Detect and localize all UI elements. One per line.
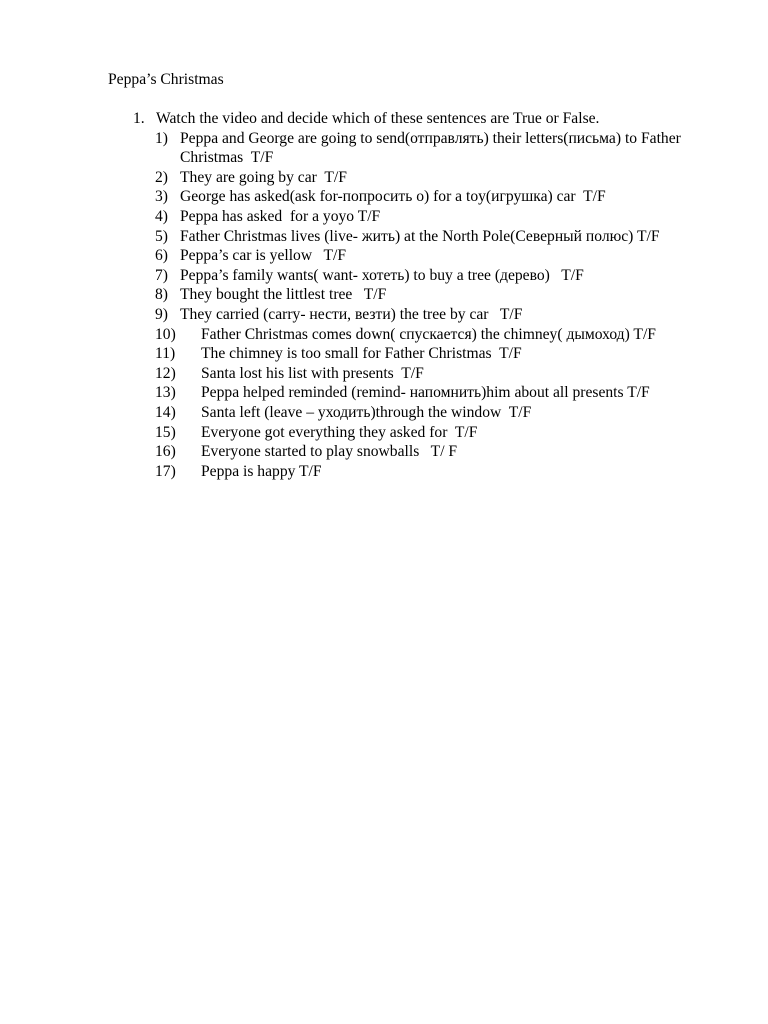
statement-text: Santa left (leave – уходить)through the window T/F: [201, 403, 532, 421]
statement-item: [133, 187, 725, 207]
statement-number: 5): [155, 227, 168, 245]
statement-number: 2): [155, 168, 168, 186]
statement-list: [133, 129, 733, 482]
statement-number: 14): [155, 403, 176, 421]
task-heading: [133, 109, 733, 129]
statement-text: Peppa is happy T/F: [201, 462, 322, 480]
statement-number: 16): [155, 443, 176, 461]
statement-number: 12): [155, 364, 176, 382]
page-title: Peppa’s Christmas: [108, 71, 224, 88]
statement-number: 10): [155, 325, 176, 343]
statement-item: [133, 403, 725, 423]
statement-number: 3): [155, 188, 168, 206]
statement-text: Everyone got everything they asked for T/F: [201, 423, 478, 441]
task-number: 1.: [133, 110, 145, 127]
statement-item: [133, 285, 725, 305]
statement-item: [133, 325, 725, 345]
statement-item: [133, 129, 725, 168]
statement-item: [133, 344, 725, 364]
statement-number: 1): [155, 129, 168, 147]
statement-number: 11): [155, 345, 176, 363]
statement-text: Peppa and George are going to send(отправлять) their letters(письма) to Father Christmas T/F: [180, 129, 685, 167]
statement-text: The chimney is too small for Father Christmas T/F: [201, 345, 522, 363]
statement-number: 17): [155, 462, 176, 480]
statement-number: 15): [155, 423, 176, 441]
statement-item: [133, 227, 725, 247]
statement-number: 9): [155, 305, 168, 323]
statement-text: Peppa helped reminded (remind- напомнить)him about all presents T/F: [201, 384, 650, 402]
statement-number: 8): [155, 286, 168, 304]
statement-item: [133, 168, 725, 188]
statement-text: They bought the littlest tree T/F: [180, 286, 387, 304]
task-instruction: Watch the video and decide which of these sentences are True or False.: [156, 110, 600, 127]
statement-number: 7): [155, 266, 168, 284]
statement-text: They are going by car T/F: [180, 168, 347, 186]
statement-item: [133, 383, 725, 403]
statement-item: [133, 423, 725, 443]
statement-text: Father Christmas lives (live- жить) at the North Pole(Северный полюс) T/F: [180, 227, 660, 245]
statement-number: 4): [155, 207, 168, 225]
statement-item: [133, 246, 725, 266]
statement-item: [133, 462, 725, 482]
statement-text: They carried (carry- нести, везти) the tree by car T/F: [180, 305, 523, 323]
statement-item: [133, 207, 725, 227]
statement-number: 6): [155, 247, 168, 265]
statement-item: [133, 266, 725, 286]
statement-item: [133, 364, 725, 384]
statement-text: Peppa’s car is yellow T/F: [180, 247, 347, 265]
task-section: [133, 109, 733, 481]
statement-text: George has asked(ask for-попросить о) for a toy(игрушка) car T/F: [180, 188, 606, 206]
statement-text: Father Christmas comes down( спускается) the chimney( дымоход) T/F: [201, 325, 656, 343]
statement-text: Peppa’s family wants( want- хотеть) to buy a tree (дерево) T/F: [180, 266, 584, 284]
statement-text: Santa lost his list with presents T/F: [201, 364, 424, 382]
statement-item: [133, 305, 725, 325]
statement-item: [133, 442, 725, 462]
statement-number: 13): [155, 384, 176, 402]
statement-text: Everyone started to play snowballs T/ F: [201, 443, 458, 461]
statement-text: Peppa has asked for a yoyo T/F: [180, 207, 381, 225]
